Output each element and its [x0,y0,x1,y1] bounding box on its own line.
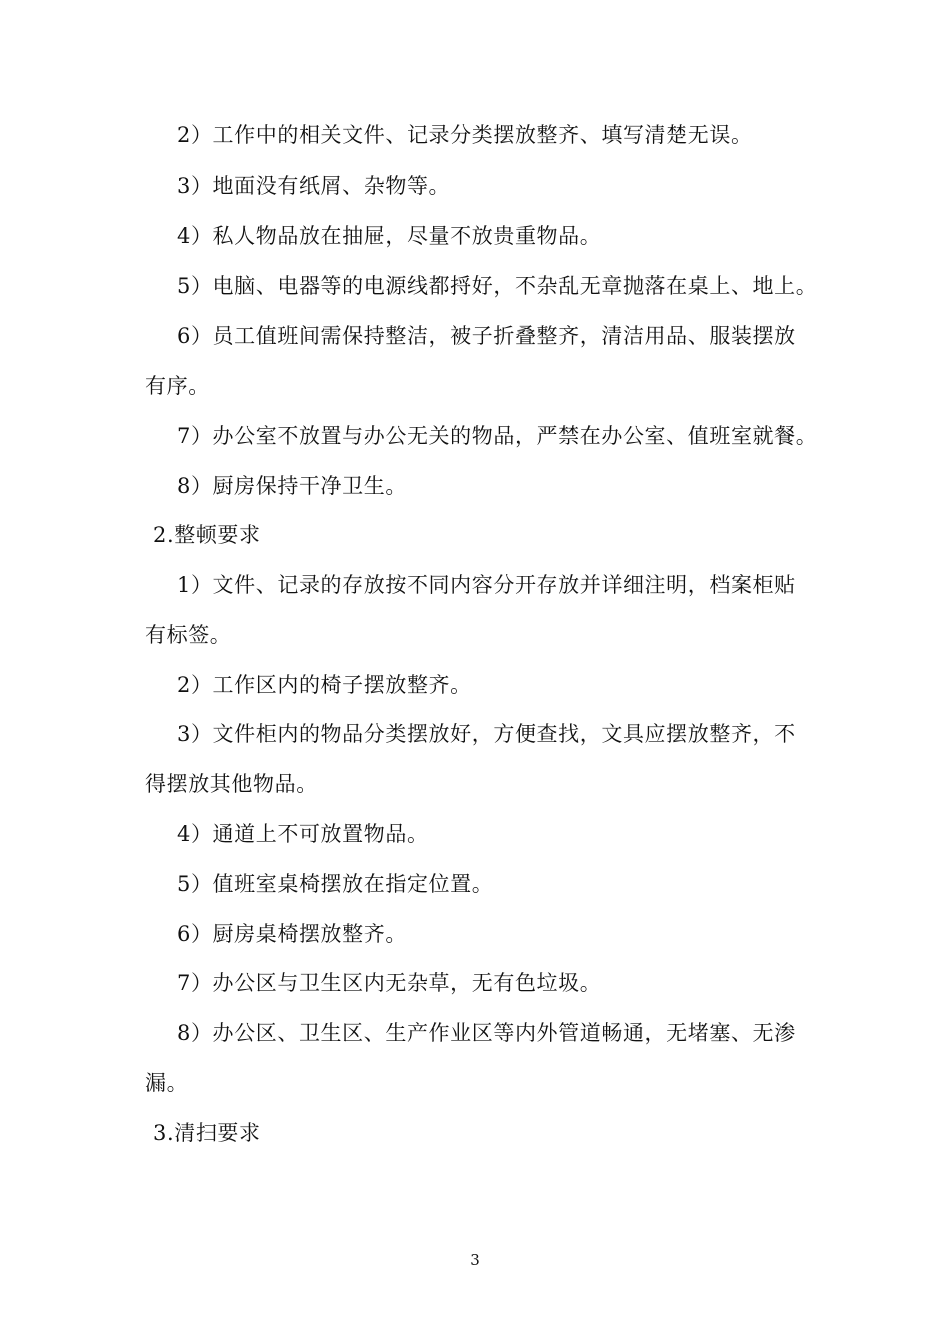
text-line: 6）员工值班间需保持整洁，被子折叠整齐，清洁用品、服装摆放 [177,324,796,348]
text-line: 6）厨房桌椅摆放整齐。 [177,922,407,946]
text-line: 得摆放其他物品。 [145,772,318,796]
text-line: 3）地面没有纸屑、杂物等。 [177,174,451,198]
text-line: 漏。 [145,1071,189,1095]
text-line: 2）工作区内的椅子摆放整齐。 [177,673,472,697]
text-line: 8）厨房保持干净卫生。 [177,474,407,498]
text-line: 5）值班室桌椅摆放在指定位置。 [177,872,494,896]
text-line: 7）办公室不放置与办公无关的物品，严禁在办公室、值班室就餐。 [177,424,818,448]
text-line: 4）通道上不可放置物品。 [177,822,429,846]
text-line: 有序。 [145,374,210,398]
text-line: 1）文件、记录的存放按不同内容分开存放并详细注明，档案柜贴 [177,573,796,597]
text-line: 有标签。 [145,623,232,647]
text-line: 4）私人物品放在抽屉，尽量不放贵重物品。 [177,224,602,248]
page-number: 3 [470,1251,480,1269]
text-line: 2）工作中的相关文件、记录分类摆放整齐、填写清楚无误。 [177,123,753,147]
text-line: 3）文件柜内的物品分类摆放好，方便查找，文具应摆放整齐，不 [177,722,796,746]
text-line: 5）电脑、电器等的电源线都捋好，不杂乱无章抛落在桌上、地上。 [177,274,818,298]
text-line: 8）办公区、卫生区、生产作业区等内外管道畅通，无堵塞、无渗 [177,1021,796,1045]
section-heading: 2.整顿要求 [153,523,261,547]
text-line: 7）办公区与卫生区内无杂草，无有色垃圾。 [177,971,602,995]
section-heading: 3.清扫要求 [153,1121,261,1145]
